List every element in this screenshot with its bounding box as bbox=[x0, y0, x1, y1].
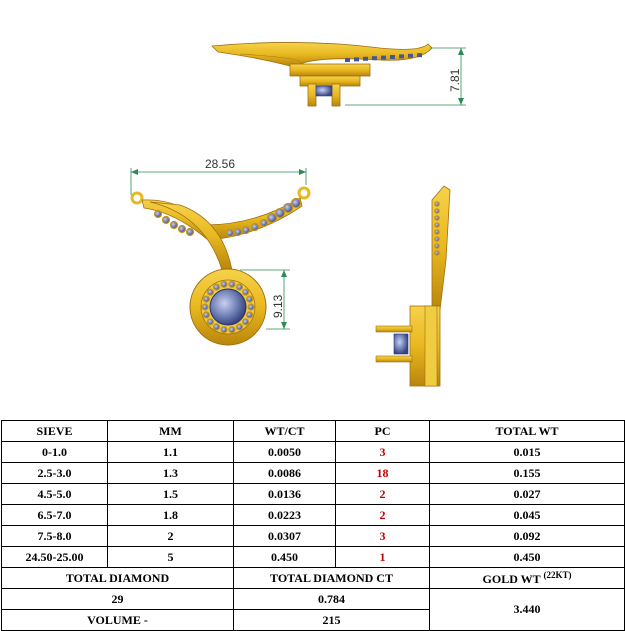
gold-wt-value: 3.440 bbox=[430, 589, 625, 631]
table-row bbox=[2, 442, 625, 463]
cell-wt: 0.0086 bbox=[234, 463, 336, 484]
table-header-row bbox=[2, 421, 625, 442]
halo-stone bbox=[243, 289, 249, 295]
volume-label: VOLUME - bbox=[2, 610, 234, 631]
dim-width-front: 28.56 bbox=[205, 157, 236, 171]
cell-mm: 1.3 bbox=[108, 463, 234, 484]
accent-stone bbox=[292, 199, 301, 208]
halo-stone bbox=[237, 324, 243, 330]
halo-stone bbox=[214, 324, 220, 330]
side-stone bbox=[435, 216, 439, 220]
gold-wt-label-text: GOLD WT bbox=[482, 571, 541, 586]
side-view bbox=[376, 186, 450, 386]
cell-wt: 0.0136 bbox=[234, 484, 336, 505]
summary-label-row bbox=[2, 568, 625, 589]
cell-pc: 2 bbox=[336, 484, 430, 505]
total-diamond-ct-value: 0.784 bbox=[234, 589, 430, 610]
cell-wt: 0.0307 bbox=[234, 526, 336, 547]
table-row bbox=[2, 463, 625, 484]
top-stone bbox=[399, 54, 404, 58]
top-stone bbox=[363, 57, 368, 61]
header-total-wt: TOTAL WT bbox=[430, 421, 625, 442]
halo-stone bbox=[229, 327, 235, 333]
halo-stone bbox=[202, 304, 208, 310]
top-stone bbox=[372, 56, 377, 60]
table-row bbox=[2, 547, 625, 568]
accent-stone bbox=[155, 211, 162, 218]
cell-total: 0.015 bbox=[430, 442, 625, 463]
header-wt-ct: WT/CT bbox=[234, 421, 336, 442]
accent-stone bbox=[261, 220, 268, 227]
center-stone bbox=[210, 289, 246, 325]
cell-sieve: 7.5-8.0 bbox=[2, 526, 108, 547]
halo-stone bbox=[221, 327, 227, 333]
volume-value: 215 bbox=[234, 610, 430, 631]
cell-sieve: 6.5-7.0 bbox=[2, 505, 108, 526]
cell-total: 0.155 bbox=[430, 463, 625, 484]
gold-wt-unit: (22KT) bbox=[543, 569, 572, 580]
top-stone bbox=[381, 56, 386, 60]
cell-mm: 2 bbox=[108, 526, 234, 547]
cell-sieve: 0-1.0 bbox=[2, 442, 108, 463]
cell-total: 0.027 bbox=[430, 484, 625, 505]
cell-mm: 1.5 bbox=[108, 484, 234, 505]
cell-pc: 18 bbox=[336, 463, 430, 484]
gold-wt-label bbox=[430, 568, 625, 589]
cell-sieve: 2.5-3.0 bbox=[2, 463, 108, 484]
cell-pc: 2 bbox=[336, 505, 430, 526]
halo-stone bbox=[221, 281, 227, 287]
side-stone bbox=[435, 223, 439, 227]
halo-stone bbox=[207, 319, 213, 325]
top-stone bbox=[408, 54, 413, 58]
side-stone bbox=[435, 230, 439, 234]
cell-pc: 1 bbox=[336, 547, 430, 568]
top-view bbox=[212, 42, 466, 106]
cell-total: 0.045 bbox=[430, 505, 625, 526]
cell-mm: 5 bbox=[108, 547, 234, 568]
total-diamond-label: TOTAL DIAMOND bbox=[2, 568, 234, 589]
accent-stone bbox=[276, 209, 285, 218]
diamond-spec-table bbox=[1, 420, 625, 631]
halo-stone bbox=[214, 284, 220, 290]
cell-mm: 1.1 bbox=[108, 442, 234, 463]
header-sieve: SIEVE bbox=[2, 421, 108, 442]
table-row bbox=[2, 484, 625, 505]
halo-stone bbox=[229, 281, 235, 287]
cell-sieve: 4.5-5.0 bbox=[2, 484, 108, 505]
top-stone bbox=[345, 58, 350, 62]
total-diamond-ct-label: TOTAL DIAMOND CT bbox=[234, 568, 430, 589]
accent-stone bbox=[284, 204, 293, 213]
side-stone bbox=[435, 237, 439, 241]
accent-stone bbox=[179, 226, 186, 233]
table-row bbox=[2, 526, 625, 547]
cell-wt: 0.450 bbox=[234, 547, 336, 568]
cell-wt: 0.0050 bbox=[234, 442, 336, 463]
cell-wt: 0.0223 bbox=[234, 505, 336, 526]
header-pc: PC bbox=[336, 421, 430, 442]
accent-stone bbox=[235, 229, 242, 236]
accent-stone bbox=[243, 227, 250, 234]
halo-stone bbox=[243, 319, 249, 325]
halo-stone bbox=[207, 289, 213, 295]
accent-stone bbox=[171, 222, 178, 229]
total-diamond-value: 29 bbox=[2, 589, 234, 610]
accent-stone bbox=[252, 224, 259, 231]
halo-stone bbox=[203, 296, 209, 302]
side-stone bbox=[435, 202, 439, 206]
top-stone bbox=[354, 57, 359, 61]
header-mm: MM bbox=[108, 421, 234, 442]
table-row bbox=[2, 505, 625, 526]
dim-height-top: 7.81 bbox=[448, 68, 462, 92]
side-stone bbox=[435, 251, 439, 255]
front-view bbox=[131, 157, 309, 345]
accent-stone bbox=[187, 229, 194, 236]
halo-stone bbox=[203, 312, 209, 318]
cell-total: 0.450 bbox=[430, 547, 625, 568]
summary-value-row bbox=[2, 589, 625, 610]
cell-pc: 3 bbox=[336, 526, 430, 547]
halo-stone bbox=[237, 284, 243, 290]
halo-stone bbox=[247, 296, 253, 302]
halo-stone bbox=[248, 304, 254, 310]
accent-stone bbox=[268, 214, 277, 223]
side-stone bbox=[435, 244, 439, 248]
halo-stone bbox=[247, 312, 253, 318]
top-stone bbox=[390, 55, 395, 59]
accent-stone bbox=[227, 230, 234, 237]
cell-sieve: 24.50-25.00 bbox=[2, 547, 108, 568]
accent-stone bbox=[163, 217, 170, 224]
dim-drop-height: 9.13 bbox=[271, 294, 285, 318]
cell-pc: 3 bbox=[336, 442, 430, 463]
top-stone bbox=[417, 53, 422, 57]
side-stone bbox=[435, 209, 439, 213]
cell-mm: 1.8 bbox=[108, 505, 234, 526]
cell-total: 0.092 bbox=[430, 526, 625, 547]
